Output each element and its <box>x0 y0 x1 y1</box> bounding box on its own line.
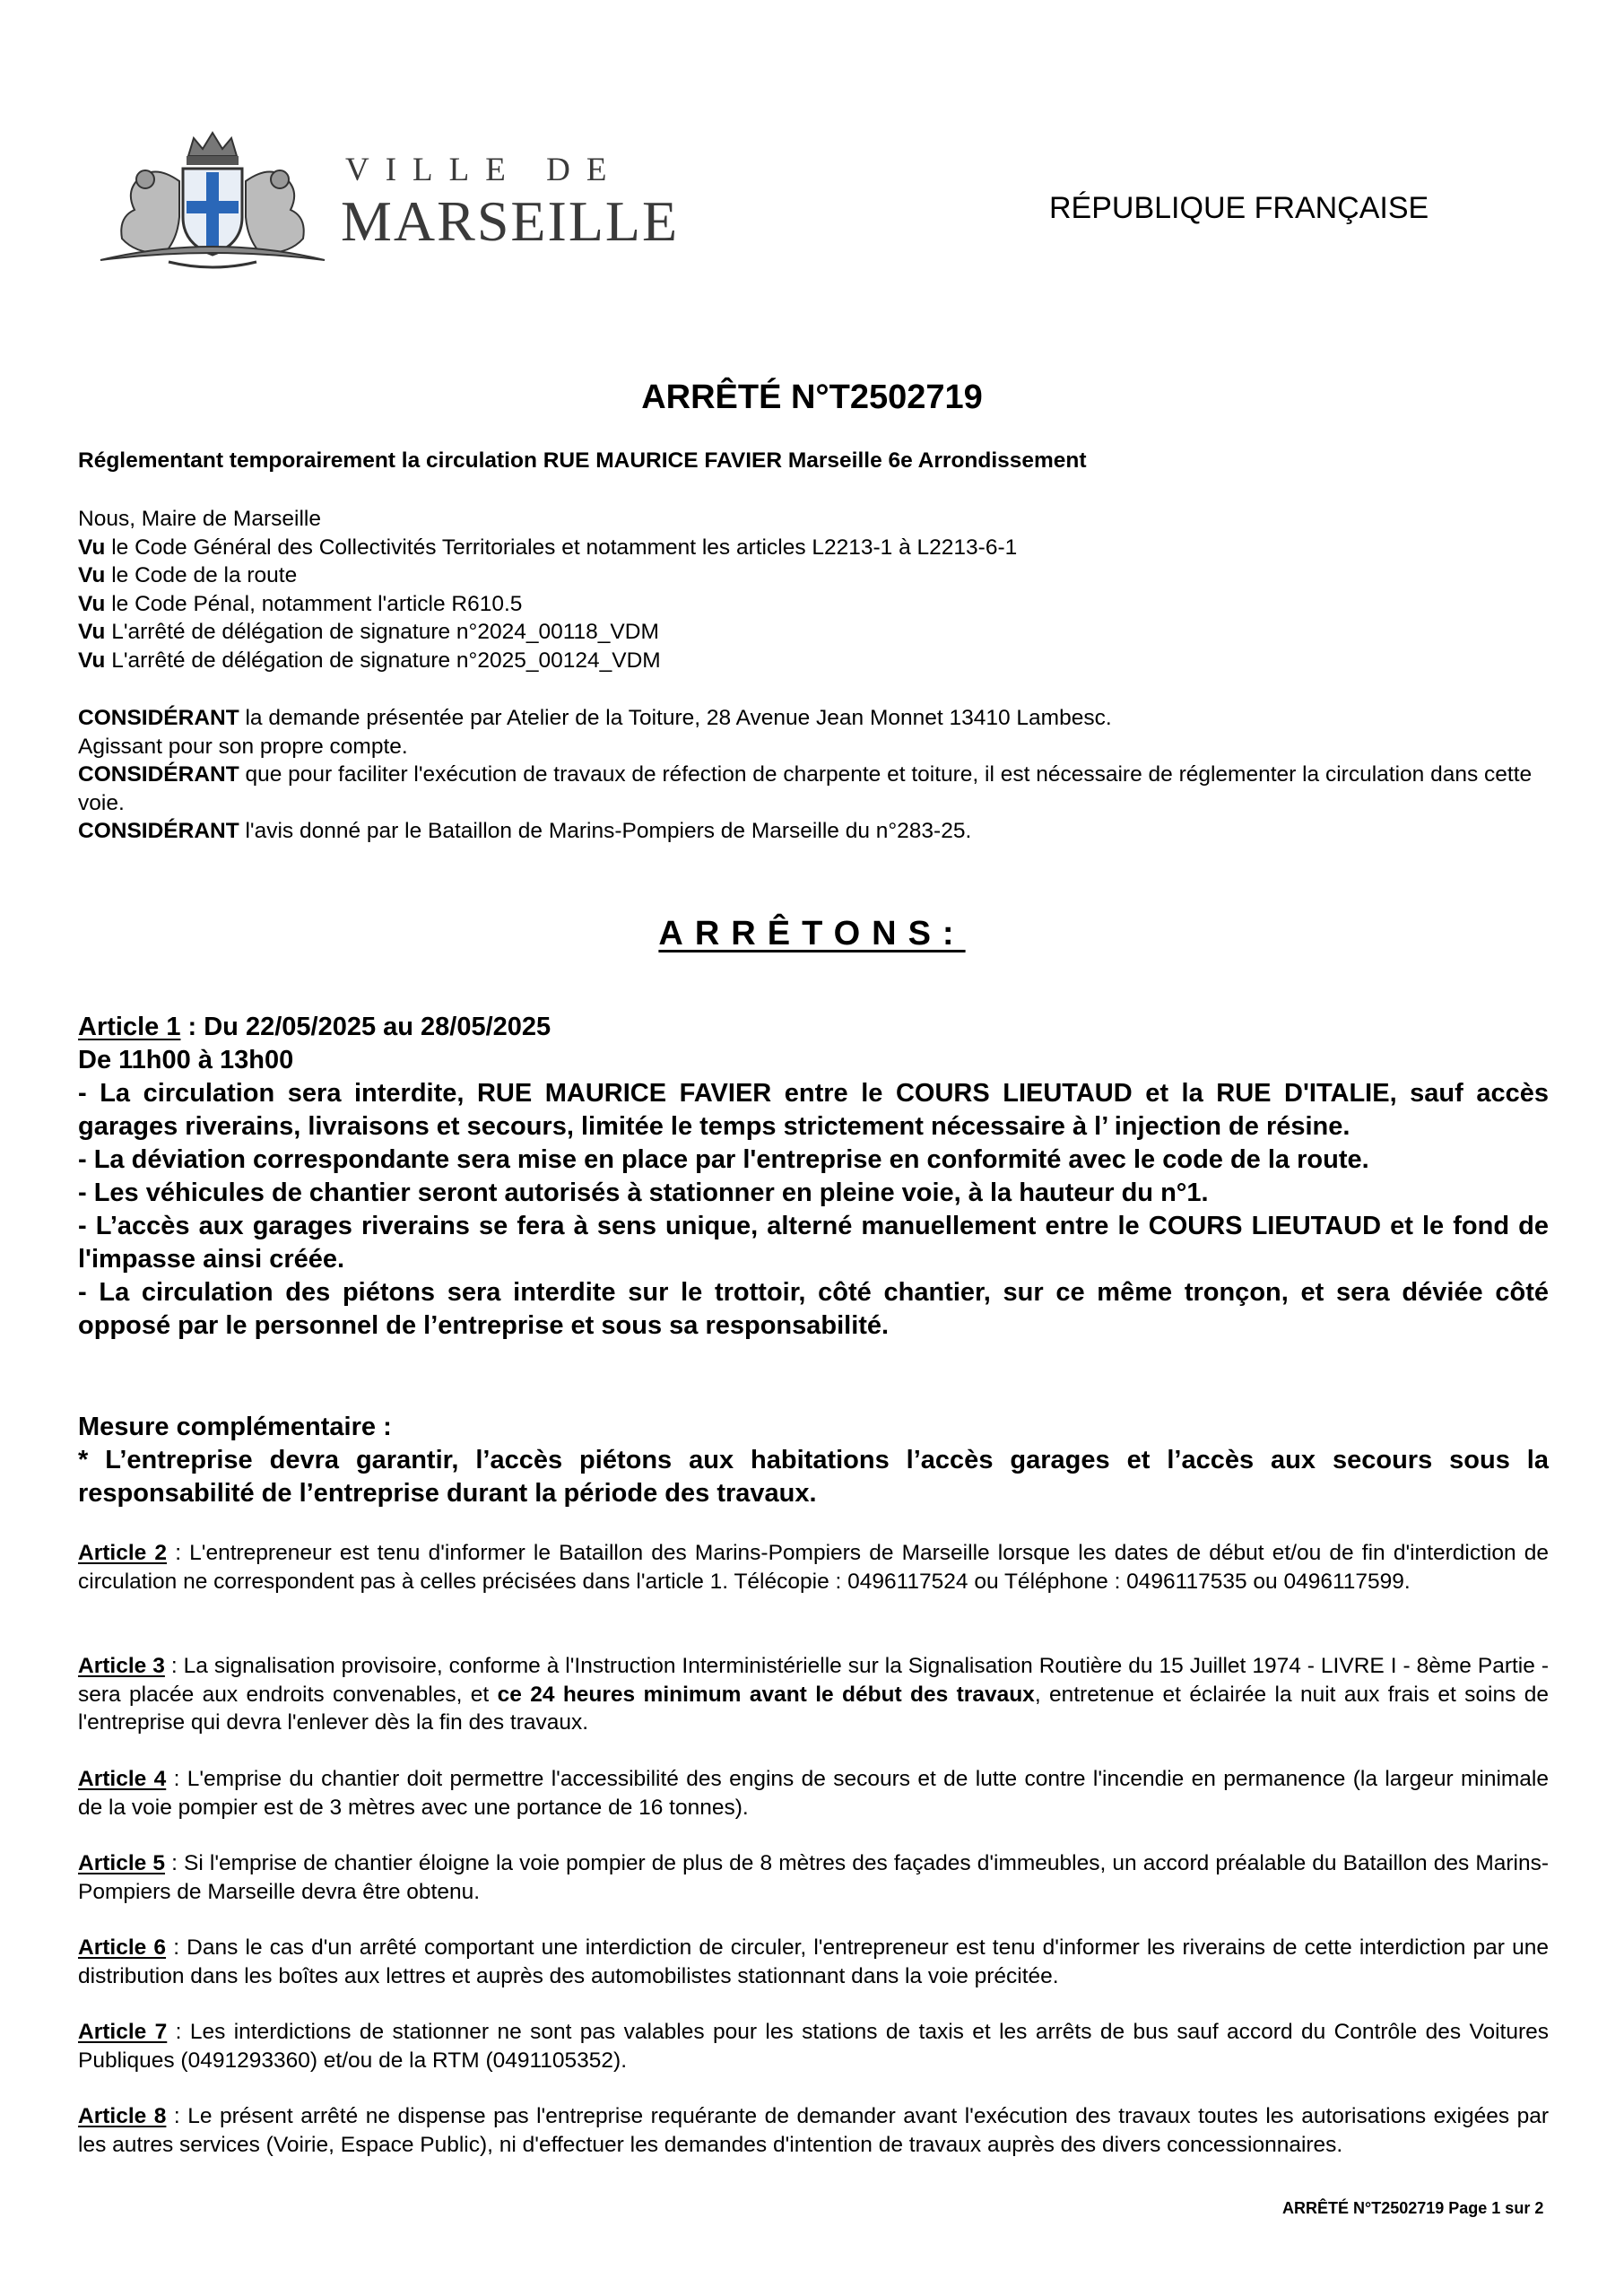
arrete-subtitle: Réglementant temporairement la circulation RUE MAURICE FAVIER Marseille 6e Arrondissement <box>78 448 1087 473</box>
article-3-label: Article 3 <box>78 1654 165 1678</box>
marseille-coat-of-arms-logo <box>83 127 343 274</box>
article-7: Article 7 : Les interdictions de stationner ne sont pas valables pour les stations de taxis et les arrêts de bus sauf accord du Contrôle des Voitures Publiques (0491293360) et/ou de la RTM (0491105352). <box>78 2020 1549 2073</box>
article-1-paragraph: - Les véhicules de chantier seront autorisés à stationner en pleine voie, à la hauteur du n°1. <box>78 1178 1209 1207</box>
vu-label: Vu <box>78 591 106 616</box>
article-1-paragraph: - La circulation sera interdite, RUE MAURICE FAVIER entre le COURS LIEUTAUD et la RUE D'ITALIE, sauf accès garages riverains, livraisons et secours, limitée le temps strictement nécessaire à l’ injection de résine. <box>78 1079 1549 1141</box>
considerant-1: CONSIDÉRANT la demande présentée par Atelier de la Toiture, 28 Avenue Jean Monnet 13410 Lambesc. <box>78 706 1112 730</box>
article-6-label: Article 6 <box>78 1935 167 1960</box>
article-1-paragraph: - L’accès aux garages riverains se fera à sens unique, alterné manuellement entre le COURS LIEUTAUD et le fond de l'impasse ainsi créée. <box>78 1212 1549 1274</box>
visa-line: Vu L'arrêté de délégation de signature n°2025_00124_VDM <box>78 648 661 673</box>
considerants-section <box>78 704 1549 846</box>
article-5: Article 5 : Si l'emprise de chantier éloigne la voie pompier de plus de 8 mètres des façades d'immeubles, un accord préalable du Bataillon des Marins-Pompiers de Marseille devra être obtenu. <box>78 1851 1549 1904</box>
mesure-title: Mesure complémentaire : <box>78 1413 392 1441</box>
article-1-dates: Article 1 : Du 22/05/2025 au 28/05/2025 <box>78 1013 551 1041</box>
mesure-complementaire <box>78 1411 1549 1510</box>
vu-label: Vu <box>78 620 106 644</box>
article-2-label: Article 2 <box>78 1541 168 1565</box>
visa-intro: Nous, Maire de Marseille <box>78 507 321 531</box>
considerant-3: CONSIDÉRANT l'avis donné par le Bataillon de Marins-Pompiers de Marseille du n°283-25. <box>78 819 972 843</box>
logo-marseille-text: MARSEILLE <box>341 189 680 253</box>
mesure-text: * L’entreprise devra garantir, l’accès piétons aux habitations l’accès garages et l’accès aux secours sous la responsabilité de l’entreprise durant la période des travaux. <box>78 1446 1549 1508</box>
article-6: Article 6 : Dans le cas d'un arrêté comportant une interdiction de circuler, l'entrepreneur est tenu d'informer les riverains de cette interdiction par une distribution dans les boîtes aux lettres et auprès des automobilistes stationnant dans la voie précitée. <box>78 1935 1549 1988</box>
article-1-paragraph: - La déviation correspondante sera mise en place par l'entreprise en conformité avec le code de la route. <box>78 1145 1369 1174</box>
article-8-label: Article 8 <box>78 2104 167 2128</box>
considerant-1-note: Agissant pour son propre compte. <box>78 734 408 759</box>
article-1-paragraph: - La circulation des piétons sera interdite sur le trottoir, côté chantier, sur ce même tronçon, et sera déviée côté opposé par le personnel de l’entreprise et sous sa responsabilité. <box>78 1278 1549 1340</box>
article-2: Article 2 : L'entrepreneur est tenu d'informer le Bataillon des Marins-Pompiers de Marseille lorsque les dates de début et/ou de fin d'interdiction de circulation ne correspondent pas à celles précisées dans l'article 1. Télécopie : 0496117524 ou Téléphone : 0496117535 ou 0496117599. <box>78 1541 1550 1594</box>
arrete-title: ARRÊTÉ N°T2502719 <box>641 378 983 416</box>
article-4: Article 4 : L'emprise du chantier doit permettre l'accessibilité des engins de secours et de lutte contre l'incendie en permanence (la largeur minimale de la voie pompier est de 3 mètres avec une portance de 16 tonnes). <box>78 1767 1549 1820</box>
article-1-label: Article 1 <box>78 1013 181 1041</box>
visas-section <box>78 505 1549 674</box>
article-7-label: Article 7 <box>78 2020 168 2044</box>
vu-label: Vu <box>78 535 106 560</box>
considerant-2: CONSIDÉRANT que pour faciliter l'exécution de travaux de réfection de charpente et toiture, il est nécessaire de réglementer la circulation dans cette voie. <box>78 762 1533 815</box>
page-footer: ARRÊTÉ N°T2502719 Page 1 sur 2 <box>1282 2199 1544 2217</box>
arretons-heading: ARRÊTONS: <box>658 915 966 952</box>
article-5-label: Article 5 <box>78 1851 165 1875</box>
vu-label: Vu <box>78 648 106 673</box>
visa-line: Vu le Code de la route <box>78 563 298 587</box>
article-1 <box>78 1011 1549 1343</box>
visa-line: Vu L'arrêté de délégation de signature n°2024_00118_VDM <box>78 620 659 644</box>
article-1-hours: De 11h00 à 13h00 <box>78 1046 294 1074</box>
republique-francaise-heading: RÉPUBLIQUE FRANÇAISE <box>1049 191 1429 225</box>
visa-line: Vu le Code Général des Collectivités Territoriales et notamment les articles L2213-1 à L2213-6-1 <box>78 535 1018 560</box>
logo-ville-de-text: VILLE DE <box>345 152 623 188</box>
article-3: Article 3 : La signalisation provisoire, conforme à l'Instruction Interministérielle sur la Signalisation Routière du 15 Juillet 1974 - LIVRE I - 8ème Partie - sera placée aux endroits convenables, et ce 24 heures minimum avant le début des travaux, entretenue et éclairée la nuit aux frais et soins de l'entreprise qui devra l'enlever dès la fin des travaux. <box>78 1654 1550 1735</box>
article-8: Article 8 : Le présent arrêté ne dispense pas l'entreprise requérante de demander avant l'exécution des travaux toutes les autorisations exigées par les autres services (Voirie, Espace Public), ni d'effectuer les demandes d'intention de travaux auprès des divers concessionnaires. <box>78 2104 1549 2157</box>
visa-line: Vu le Code Pénal, notamment l'article R610.5 <box>78 591 523 616</box>
article-4-label: Article 4 <box>78 1767 167 1791</box>
vu-label: Vu <box>78 563 106 587</box>
